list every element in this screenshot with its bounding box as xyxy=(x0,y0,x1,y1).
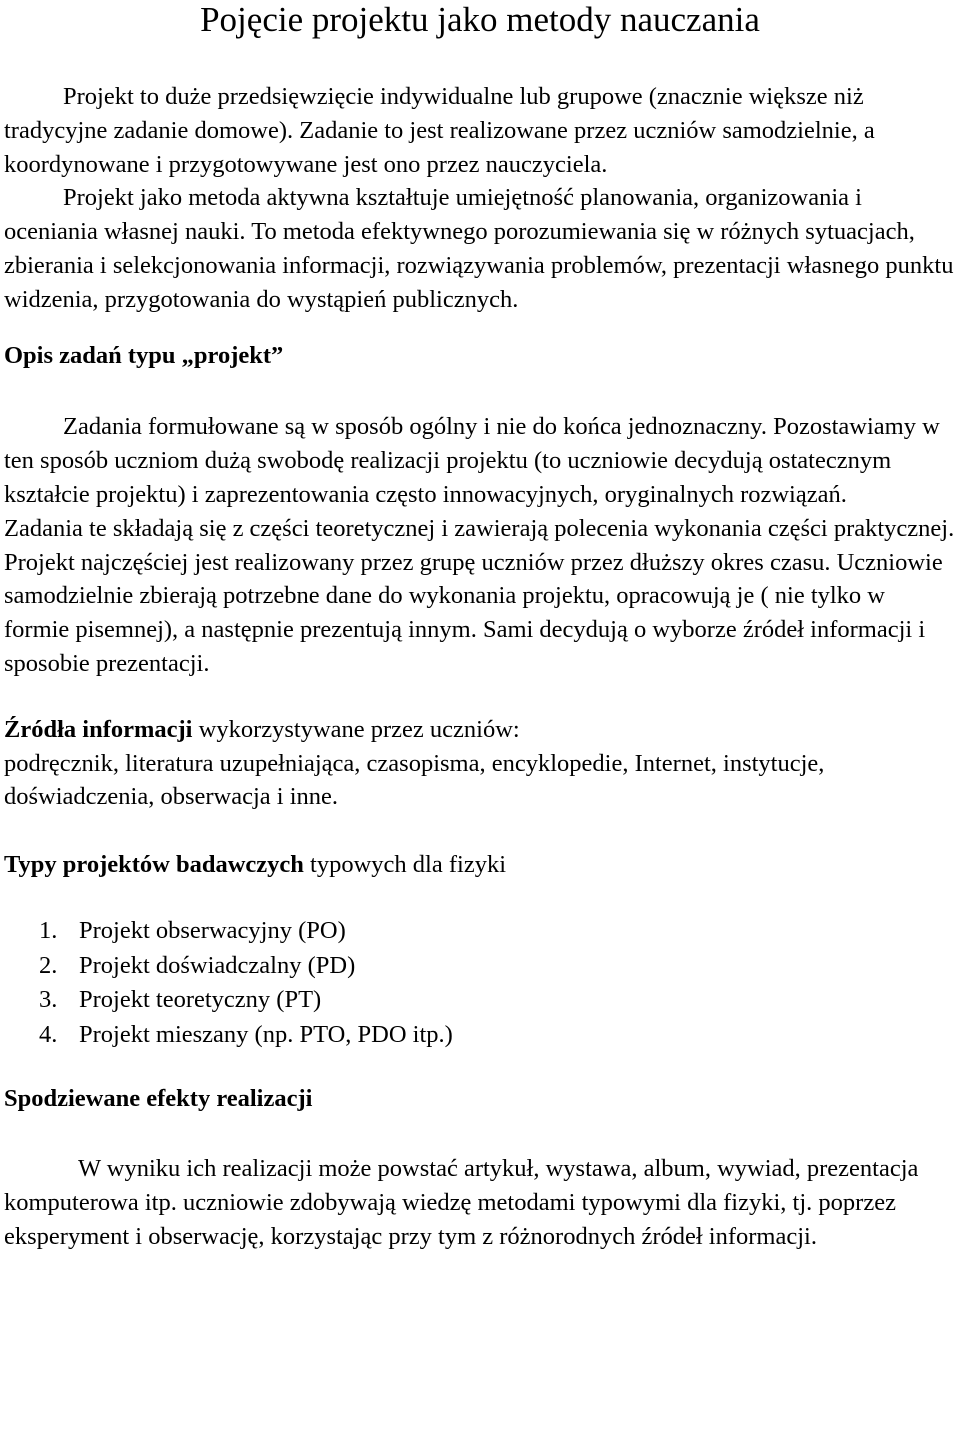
list-item-label: Projekt mieszany (np. PTO, PDO itp.) xyxy=(79,1020,453,1048)
section-heading-zrodla xyxy=(4,713,956,747)
list-item-label: Projekt doświadczalny (PD) xyxy=(79,951,356,979)
list-item-label: Projekt obserwacyjny (PO) xyxy=(79,916,346,944)
list-item xyxy=(4,949,956,984)
typy-heading-bold: Typy projektów badawczych xyxy=(4,851,304,879)
opis-paragraph-1: Zadania formułowane są w sposób ogólny i nie do końca jednoznaczny. Pozostawiamy w ten sposób uczniom dużą swobodę realizacji projektu (to uczniowie decydują ostatecznym kształcie projektu) i zaprezentowania często innowacyjnych, oryginalnych rozwiązań. xyxy=(4,413,940,508)
intro-paragraph-2: Projekt jako metoda aktywna kształtuje umiejętność planowania, organizowania i oceniania własnej nauki. To metoda efektywnego porozumiewania się w różnych sytuacjach, zbierania i selekcjonowania informacji, rozwiązywania problemów, prezentacji własnego punktu widzenia, przygotowania do wystąpień publicznych. xyxy=(4,184,954,313)
list-item-number: 3. xyxy=(39,986,58,1014)
list-item xyxy=(4,983,956,1018)
zrodla-heading-bold: Źródła informacji xyxy=(4,715,193,743)
document-page xyxy=(4,0,956,1254)
opis-paragraph-2: Zadania te składają się z części teoretycznej i zawierają polecenia wykonania części praktycznej. Projekt najczęściej jest realizowany przez grupę uczniów przez dłuższy okres czasu. Uczniowie samodzielnie zbierają potrzebne dane do wykonania projektu, opracowują je ( nie tylko w formie pisemnej), a następnie prezentują innym. Sami decydują o wyborze źródeł informacji i sposobie prezentacji. xyxy=(4,514,955,677)
list-item-number: 2. xyxy=(39,951,58,979)
list-item-label: Projekt teoretyczny (PT) xyxy=(79,986,322,1014)
section-heading-opis: Opis zadań typu „projekt” xyxy=(4,341,284,369)
page-title: Pojęcie projektu jako metody nauczania xyxy=(200,0,760,39)
list-item-number: 1. xyxy=(39,916,58,944)
list-item xyxy=(4,914,956,949)
zrodla-body: podręcznik, literatura uzupełniająca, czasopisma, encyklopedie, Internet, instytucje, doświadczenia, obserwacja i inne. xyxy=(4,749,825,811)
zrodla-heading-rest: wykorzystywane przez uczniów: xyxy=(192,715,520,743)
typy-heading-rest: typowych dla fizyki xyxy=(303,851,506,879)
intro-paragraph-1: Projekt to duże przedsięwzięcie indywidualne lub grupowe (znacznie większe niż tradycyjne zadanie domowe). Zadanie to jest realizowane przez uczniów samodzielnie, a koordynowane i przygotowywane jest ono przez nauczyciela. xyxy=(4,83,875,178)
section-heading-efekty: Spodziewane efekty realizacji xyxy=(4,1085,313,1113)
project-types-list xyxy=(4,914,956,1052)
list-item-number: 4. xyxy=(39,1020,58,1048)
list-item xyxy=(4,1018,956,1053)
section-heading-typy xyxy=(4,848,956,882)
efekty-body: W wyniku ich realizacji może powstać artykuł, wystawa, album, wywiad, prezentacja komputerowa itp. uczniowie zdobywają wiedzę metodami typowymi dla fizyki, tj. poprzez eksperyment i obserwację, korzystając przy tym z różnorodnych źródeł informacji. xyxy=(4,1155,919,1250)
